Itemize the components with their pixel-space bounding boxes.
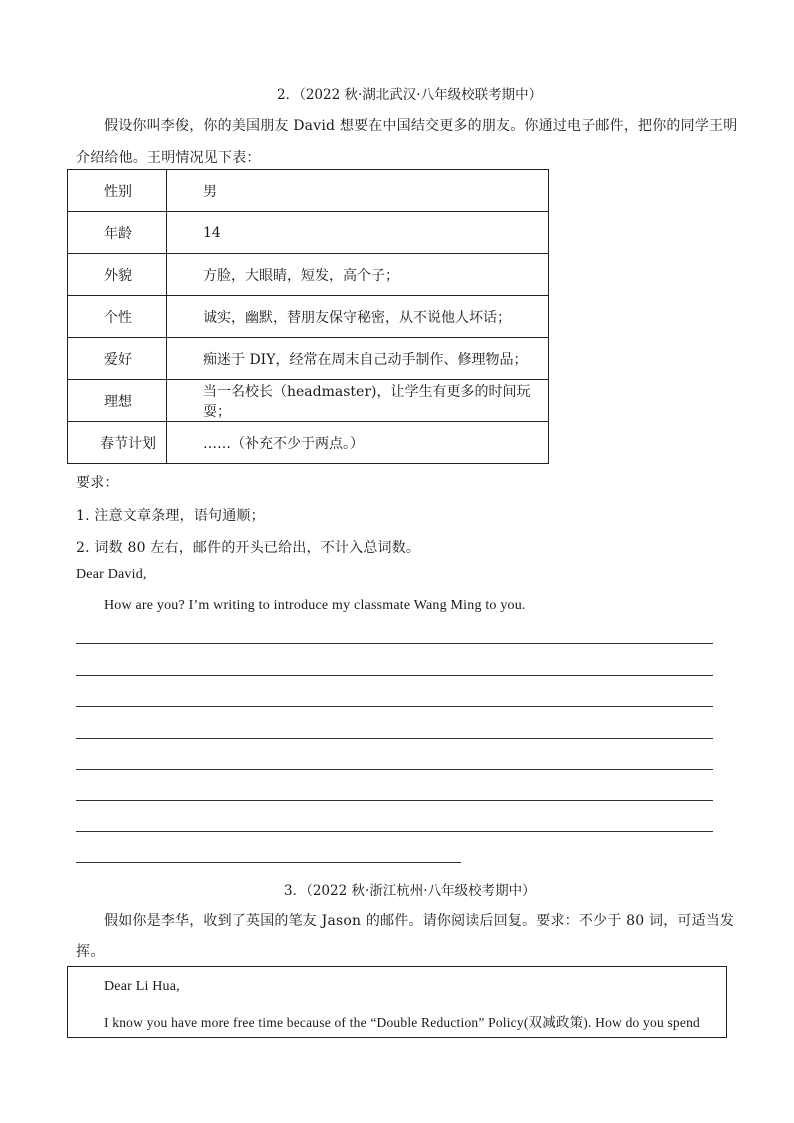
table-row: [68, 212, 549, 254]
question-3-heading: 3．（2022 秋·浙江杭州·八年级校考期中）: [284, 883, 536, 899]
table-value: ……（补充不少于两点。）: [167, 422, 549, 464]
table-value: 诚实，幽默，替朋友保守秘密，从不说他人坏话；: [167, 296, 549, 338]
table-key: 理想: [68, 380, 167, 422]
writing-line: [76, 643, 713, 644]
question-2-prompt-line1: 假设你叫李俊，你的美国朋友 David 想要在中国结交更多的朋友。你通过电子邮件，把你的同学王明: [104, 118, 738, 134]
table-value: 方脸，大眼睛，短发，高个子；: [167, 254, 549, 296]
info-table: [67, 169, 549, 464]
letter-box-salutation: Dear Li Hua,: [104, 979, 180, 994]
letter-opening: How are you? I’m writing to introduce my classmate Wang Ming to you.: [104, 598, 526, 613]
writing-line: [76, 675, 713, 676]
table-row: [68, 380, 549, 422]
table-row: [68, 338, 549, 380]
table-key: 外貌: [68, 254, 167, 296]
requirement-1: 1. 注意文章条理，语句通顺；: [76, 508, 265, 524]
writing-line: [76, 862, 461, 863]
table-row: [68, 422, 549, 464]
table-value: 14: [167, 212, 549, 254]
letter-box-line1: I know you have more free time because of the “Double Reduction” Policy(双减政策). How do you spend: [104, 1015, 700, 1030]
writing-line: [76, 831, 713, 832]
writing-line: [76, 800, 713, 801]
table-key: 爱好: [68, 338, 167, 380]
table-value: 当一名校长（headmaster)，让学生有更多的时间玩耍；: [167, 380, 549, 422]
writing-line: [76, 706, 713, 707]
table-key: 春节计划: [68, 422, 167, 464]
writing-line: [76, 769, 713, 770]
writing-line: [76, 738, 713, 739]
table-row: [68, 296, 549, 338]
table-key: 年龄: [68, 212, 167, 254]
table-row: [68, 254, 549, 296]
requirements-title: 要求：: [76, 475, 119, 491]
question-2-heading: 2．（2022 秋·湖北武汉·八年级校联考期中）: [277, 87, 543, 103]
letter-salutation: Dear David,: [76, 567, 147, 582]
question-3-prompt-line1: 假如你是李华，收到了英国的笔友 Jason 的邮件。请你阅读后回复。要求：不少于 80 词，可适当发: [104, 913, 735, 929]
table-key: 性别: [68, 170, 167, 212]
question-3-prompt-line2: 挥。: [76, 944, 105, 960]
question-2-prompt-line2: 介绍给他。王明情况见下表：: [76, 150, 261, 166]
table-row: [68, 170, 549, 212]
table-key: 个性: [68, 296, 167, 338]
table-value: 痴迷于 DIY，经常在周末自己动手制作、修理物品；: [167, 338, 549, 380]
requirement-2: 2. 词数 80 左右，邮件的开头已给出，不计入总词数。: [76, 540, 421, 556]
table-value: 男: [167, 170, 549, 212]
